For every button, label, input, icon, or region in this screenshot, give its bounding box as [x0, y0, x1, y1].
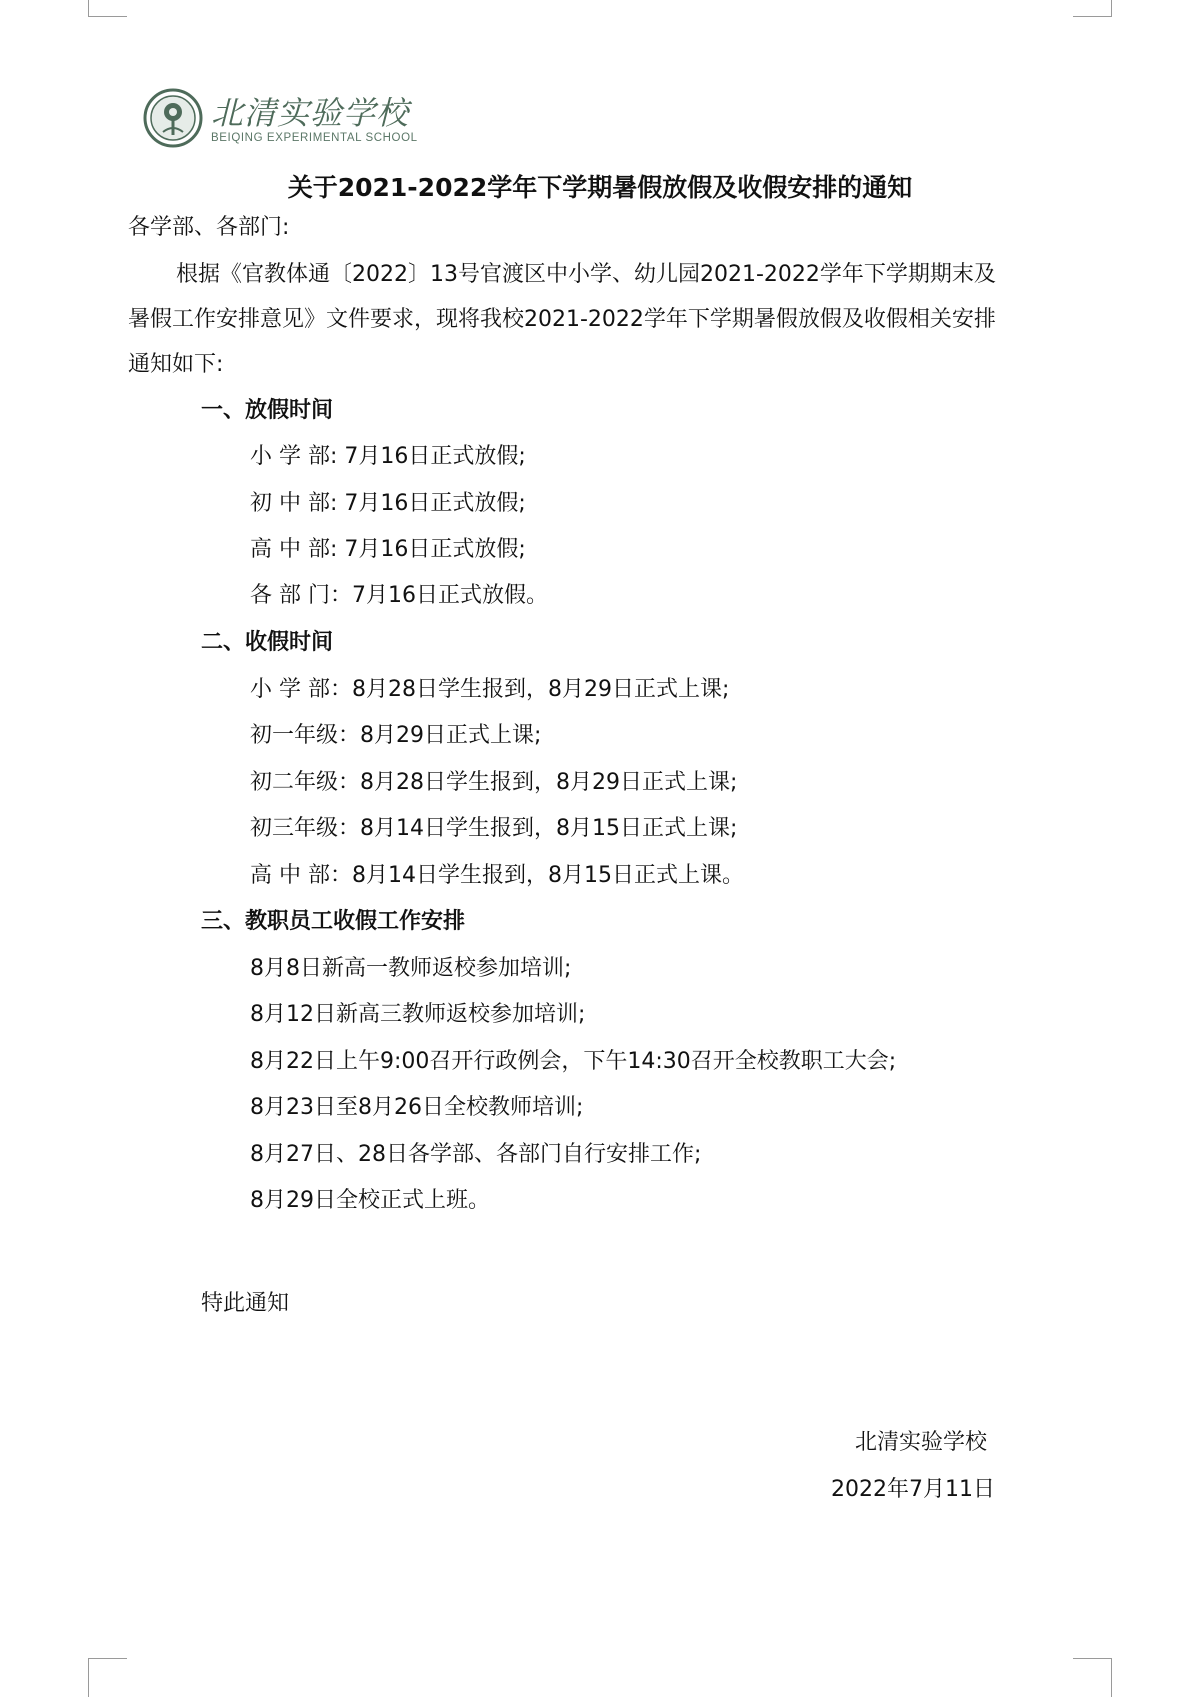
list-item: 初 中 部: 7月16日正式放假;: [250, 491, 526, 516]
section-heading: 三、教职员工收假工作安排: [201, 909, 466, 934]
closing-remark: 特此通知: [201, 1291, 290, 1316]
intro-line: 暑假工作安排意见》文件要求，现将我校2021-2022学年下学期暑假放假及收假相关安排: [128, 307, 996, 332]
signature-date: 2022年7月11日: [831, 1477, 995, 1502]
list-item: 小 学 部：8月28日学生报到，8月29日正式上课;: [250, 677, 730, 702]
school-emblem-icon: [143, 88, 203, 148]
intro-line: 通知如下:: [128, 352, 224, 377]
school-name-english: BEIQING EXPERIMENTAL SCHOOL: [211, 132, 418, 144]
notice-title: 关于2021-2022学年下学期暑假放假及收假安排的通知: [287, 173, 913, 202]
page-corner-mark-bottom-right: [1073, 1658, 1112, 1697]
list-item: 各 部 门：7月16日正式放假。: [250, 583, 548, 608]
page-corner-mark-bottom-left: [88, 1658, 127, 1697]
list-item: 初一年级：8月29日正式上课;: [250, 723, 542, 748]
list-item: 高 中 部: 7月16日正式放假;: [250, 537, 526, 562]
page-corner-mark-top-left: [88, 0, 127, 17]
section-heading: 二、收假时间: [201, 630, 334, 655]
page-corner-mark-top-right: [1073, 0, 1112, 17]
section-heading: 一、放假时间: [201, 398, 334, 423]
list-item: 小 学 部: 7月16日正式放假;: [250, 444, 526, 469]
list-item: 8月27日、28日各学部、各部门自行安排工作;: [250, 1142, 702, 1167]
school-name-chinese: 北清实验学校: [211, 94, 410, 132]
list-item: 8月29日全校正式上班。: [250, 1188, 490, 1213]
list-item: 8月8日新高一教师返校参加培训;: [250, 956, 572, 981]
list-item: 8月23日至8月26日全校教师培训;: [250, 1095, 584, 1120]
salutation: 各学部、各部门:: [128, 215, 290, 240]
list-item: 初三年级：8月14日学生报到，8月15日正式上课;: [250, 816, 738, 841]
signature-organization: 北清实验学校: [854, 1430, 987, 1455]
school-logo: [143, 86, 418, 150]
list-item: 8月12日新高三教师返校参加培训;: [250, 1002, 586, 1027]
list-item: 高 中 部：8月14日学生报到，8月15日正式上课。: [250, 863, 744, 888]
intro-line: 根据《官教体通〔2022〕13号官渡区中小学、幼儿园2021-2022学年下学期期末及: [176, 262, 996, 287]
list-item: 初二年级：8月28日学生报到，8月29日正式上课;: [250, 770, 738, 795]
list-item: 8月22日上午9:00召开行政例会，下午14:30召开全校教职工大会;: [250, 1049, 897, 1074]
